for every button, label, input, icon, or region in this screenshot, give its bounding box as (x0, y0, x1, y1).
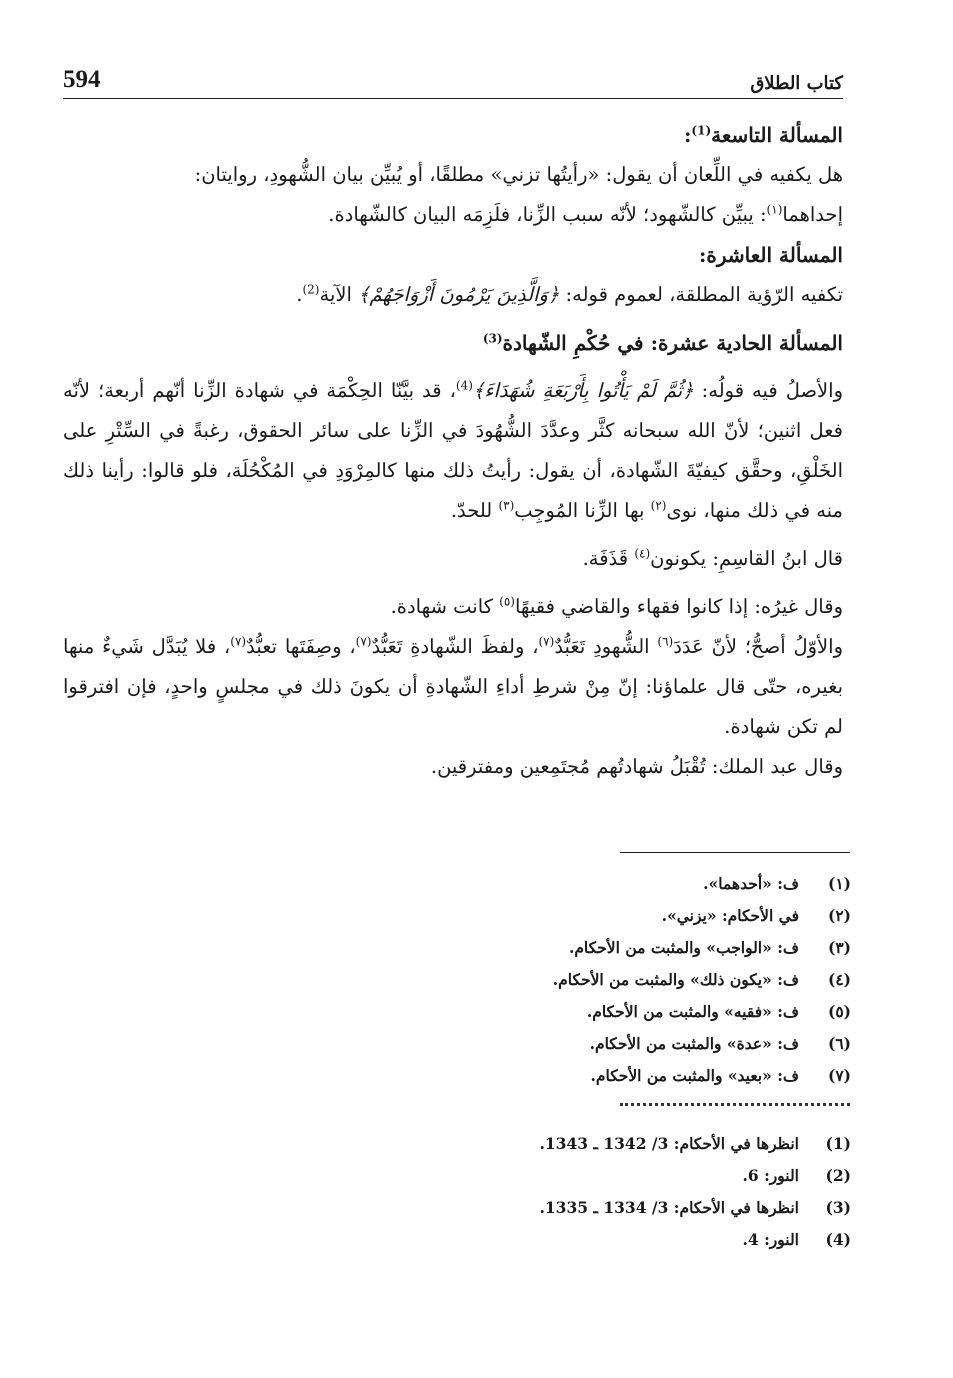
footnote-ref: (2) (302, 282, 320, 297)
footnote-item: (٥) ف: «فقيه» والمثبت من الأحكام. (586, 1002, 851, 1021)
paragraph: وقال غيرُه: إذا كانوا فقهاء والقاضي فقيهًا$^{(٥)}$ كانت شهادة. (390, 594, 843, 618)
footnote-item: (3) انظرها في الأحكام: 3/ 1334 ـ 1335. (539, 1198, 851, 1217)
heading-ninth-issue: المسألة التاسعة$^{(1)}$: (684, 123, 843, 147)
footnote-ref: (١) (766, 202, 783, 217)
footnote-ref: (٧) (230, 634, 247, 649)
footnote-ref: (٣) (498, 498, 515, 513)
paragraph: إحداهما$^{(١)}$: يبيِّن كالشّهود؛ لأنّه سبب الزِّنا، فلَزِمَه البيان كالشّهادة. (328, 202, 843, 226)
footnote-item: (1) انظرها في الأحكام: 3/ 1342 ـ 1343. (539, 1134, 851, 1153)
paragraph: وقال عبد الملك: تُقْبَلُ شهادتُهم مُجتَمِعين ومفترقين. (430, 755, 843, 778)
footnote-item: (2) النور: 6. (742, 1166, 851, 1185)
footnote-ref: (٢) (650, 498, 667, 513)
quran-quote: ﴿ثُمَّ لَمْ يَأْتُوا بِأَرْبَعَةِ شُهَدَاءَ﴾ (472, 379, 694, 402)
footnote-ref: (٧) (355, 634, 372, 649)
footnotes-manuscript (200, 868, 851, 1092)
paragraph: قال ابنُ القاسِمِ: يكونون$^{(٤)}$ قَذَفَة. (582, 546, 843, 570)
running-title: كتاب الطلاق (750, 73, 843, 94)
page-number: 594 (63, 66, 101, 93)
heading-eleventh-issue: المسألة الحادية عشرة: في حُكْمِ الشّهادة$^{(3)}$ (482, 331, 843, 355)
footnote-separator (620, 852, 850, 853)
page-header (63, 62, 843, 99)
footnote-item: (١) ف: «أحدهما». (703, 874, 851, 893)
footnote-ref: (٤) (634, 546, 651, 561)
paragraph: والأصلُ فيه قولُه: ﴿ثُمَّ لَمْ يَأْتُوا بِأَرْبَعَةِ شُهَدَاءَ﴾$^{(4)}$، قد بيَّنّا الحِكْمَة في شهادة الزِّنا أنّهم أربعة؛ لأنّه فعل اثنين؛ لأنّ الله سبحانه كثَّر وعدَّدَ الشُّهُودَ في الزِّنا على سائر الحقوق، رغبةً في السِّتْرِ على الخَلْقِ، وحقَّق كيفيّةَ الشّهادة، أن يقول: رأيتُ ذلك منها كالمِرْوَدِ في المُكْحُلَة، فلو قالوا: رأينا ذلك منه في ذلك منها، نوى$^{(٢)}$ بها الزِّنا المُوجِب$^{(٣)}$ للحدّ. (63, 378, 843, 522)
dotted-separator (620, 1103, 850, 1114)
footnote-ref: (3) (482, 331, 503, 346)
footnote-ref: (٧) (538, 634, 555, 649)
footnote-ref: (1) (691, 123, 712, 138)
footnote-item: (٢) في الأحكام: «يزني». (661, 906, 851, 925)
footnote-item: (٦) ف: «عدة» والمثبت من الأحكام. (589, 1034, 851, 1053)
paragraph: تكفيه الرّؤية المطلقة، لعموم قوله: ﴿وَالَّذِينَ يَرْمُونَ أَزْوَاجَهُمْ﴾ الآية$^{(2)}$. (296, 282, 843, 306)
footnote-item: (٤) ف: «يكون ذلك» والمثبت من الأحكام. (552, 970, 851, 989)
heading-tenth-issue: المسألة العاشرة: (699, 243, 843, 267)
footnote-item: (٣) ف: «الواجب» والمثبت من الأحكام. (568, 938, 851, 957)
paragraph: هل يكفيه في اللِّعان أن يقول: «رأيتُها تزني» مطلقًا، أو يُبيِّن بيان الشُّهودِ، روايتان: (194, 163, 843, 186)
footnote-item: (٧) ف: «بعيد» والمثبت من الأحكام. (590, 1066, 851, 1085)
footnote-ref: (٥) (499, 594, 515, 609)
paragraph: والأوّلُ أصحُّ؛ لأنّ عَدَدَ$^{(٦)}$ الشُّهودِ تَعَبُّدٌ$^{(٧)}$، ولفظَ الشّهادةِ تَعَبُّدٌ$^{(٧)}$، وصِفَتَها تعبُّدٌ$^{(٧)}$، فلا يُبَدَّل شَيءٌ منها بغيره، حتّى قال علماؤنا: إنّ مِنْ شرطِ أداءِ الشّهادةِ أن يكونَ ذلك في مجلسٍ واحدٍ، فإن افترقوا لم تكن شهادة. (63, 634, 843, 738)
footnotes-references (200, 1128, 851, 1256)
main-text (63, 115, 843, 787)
quran-quote: ﴿وَالَّذِينَ يَرْمُونَ أَزْوَاجَهُمْ﴾ (358, 283, 560, 306)
footnote-ref: (4) (455, 378, 473, 393)
footnote-ref: (٦) (657, 634, 674, 649)
footnote-item: (4) النور: 4. (742, 1230, 851, 1249)
